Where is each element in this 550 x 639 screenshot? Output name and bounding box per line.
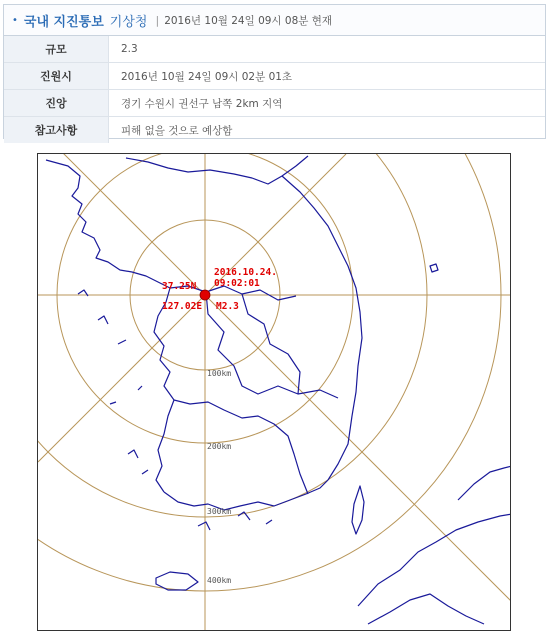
tsushima xyxy=(352,486,364,534)
panel-header xyxy=(4,5,545,36)
peninsula-east-coast xyxy=(126,156,362,480)
row-value: 2.3 xyxy=(121,43,138,55)
epicenter-marker xyxy=(200,290,210,300)
row-label: 진앙 xyxy=(4,90,109,116)
map-lat-label: 37.25N xyxy=(162,281,197,292)
info-row-magnitude xyxy=(4,36,545,63)
report-time: 2016년 10월 24일 09시 08분 현재 xyxy=(164,14,333,27)
row-value: 2016년 10월 24일 09시 02분 01초 xyxy=(121,70,293,83)
ring-label-300km: 300km xyxy=(207,507,232,516)
north-korea-coast xyxy=(46,160,170,288)
peninsula-west-coast xyxy=(154,288,174,492)
info-row-origin-time xyxy=(4,63,545,90)
ring-axis-diag1 xyxy=(38,154,511,602)
japan-honshu xyxy=(458,466,511,500)
coastline xyxy=(46,156,511,624)
info-row-epicenter xyxy=(4,90,545,117)
ring-400km xyxy=(38,154,501,591)
panel-title: 국내 지진통보 xyxy=(23,14,104,30)
ring-300km xyxy=(38,154,427,517)
jeju-island xyxy=(156,572,198,590)
epicenter-map xyxy=(37,153,511,631)
header-separator: | xyxy=(155,13,160,27)
province-boundary-2 xyxy=(174,400,308,494)
distance-rings xyxy=(38,154,511,631)
map-magnitude-label: M2.3 xyxy=(216,301,239,312)
earthquake-info-panel xyxy=(3,4,546,139)
row-value: 경기 수원시 권선구 남쪽 2km 지역 xyxy=(121,97,283,110)
ring-label-200km: 200km xyxy=(207,442,232,451)
info-row-notes xyxy=(4,117,545,143)
ring-label-400km: 400km xyxy=(207,576,232,585)
map-date-label: 2016.10.24. xyxy=(214,267,277,278)
japan-kyushu xyxy=(358,514,511,624)
row-label: 규모 xyxy=(4,36,109,62)
bullet-icon: • xyxy=(12,14,18,26)
row-value: 피해 없을 것으로 예상함 xyxy=(121,124,233,137)
province-boundary-3 xyxy=(242,294,300,394)
row-label: 참고사항 xyxy=(4,117,109,143)
map-time-label: 09:02:01 xyxy=(214,278,260,289)
map-lon-label: 127.02E xyxy=(162,301,203,312)
map-svg xyxy=(38,154,511,631)
ring-label-100km: 100km xyxy=(207,369,232,378)
ulleung-island xyxy=(430,264,438,272)
row-label: 진원시 xyxy=(4,63,109,89)
agency-name: 기상청 xyxy=(109,14,148,30)
peninsula-south-coast xyxy=(164,480,328,510)
